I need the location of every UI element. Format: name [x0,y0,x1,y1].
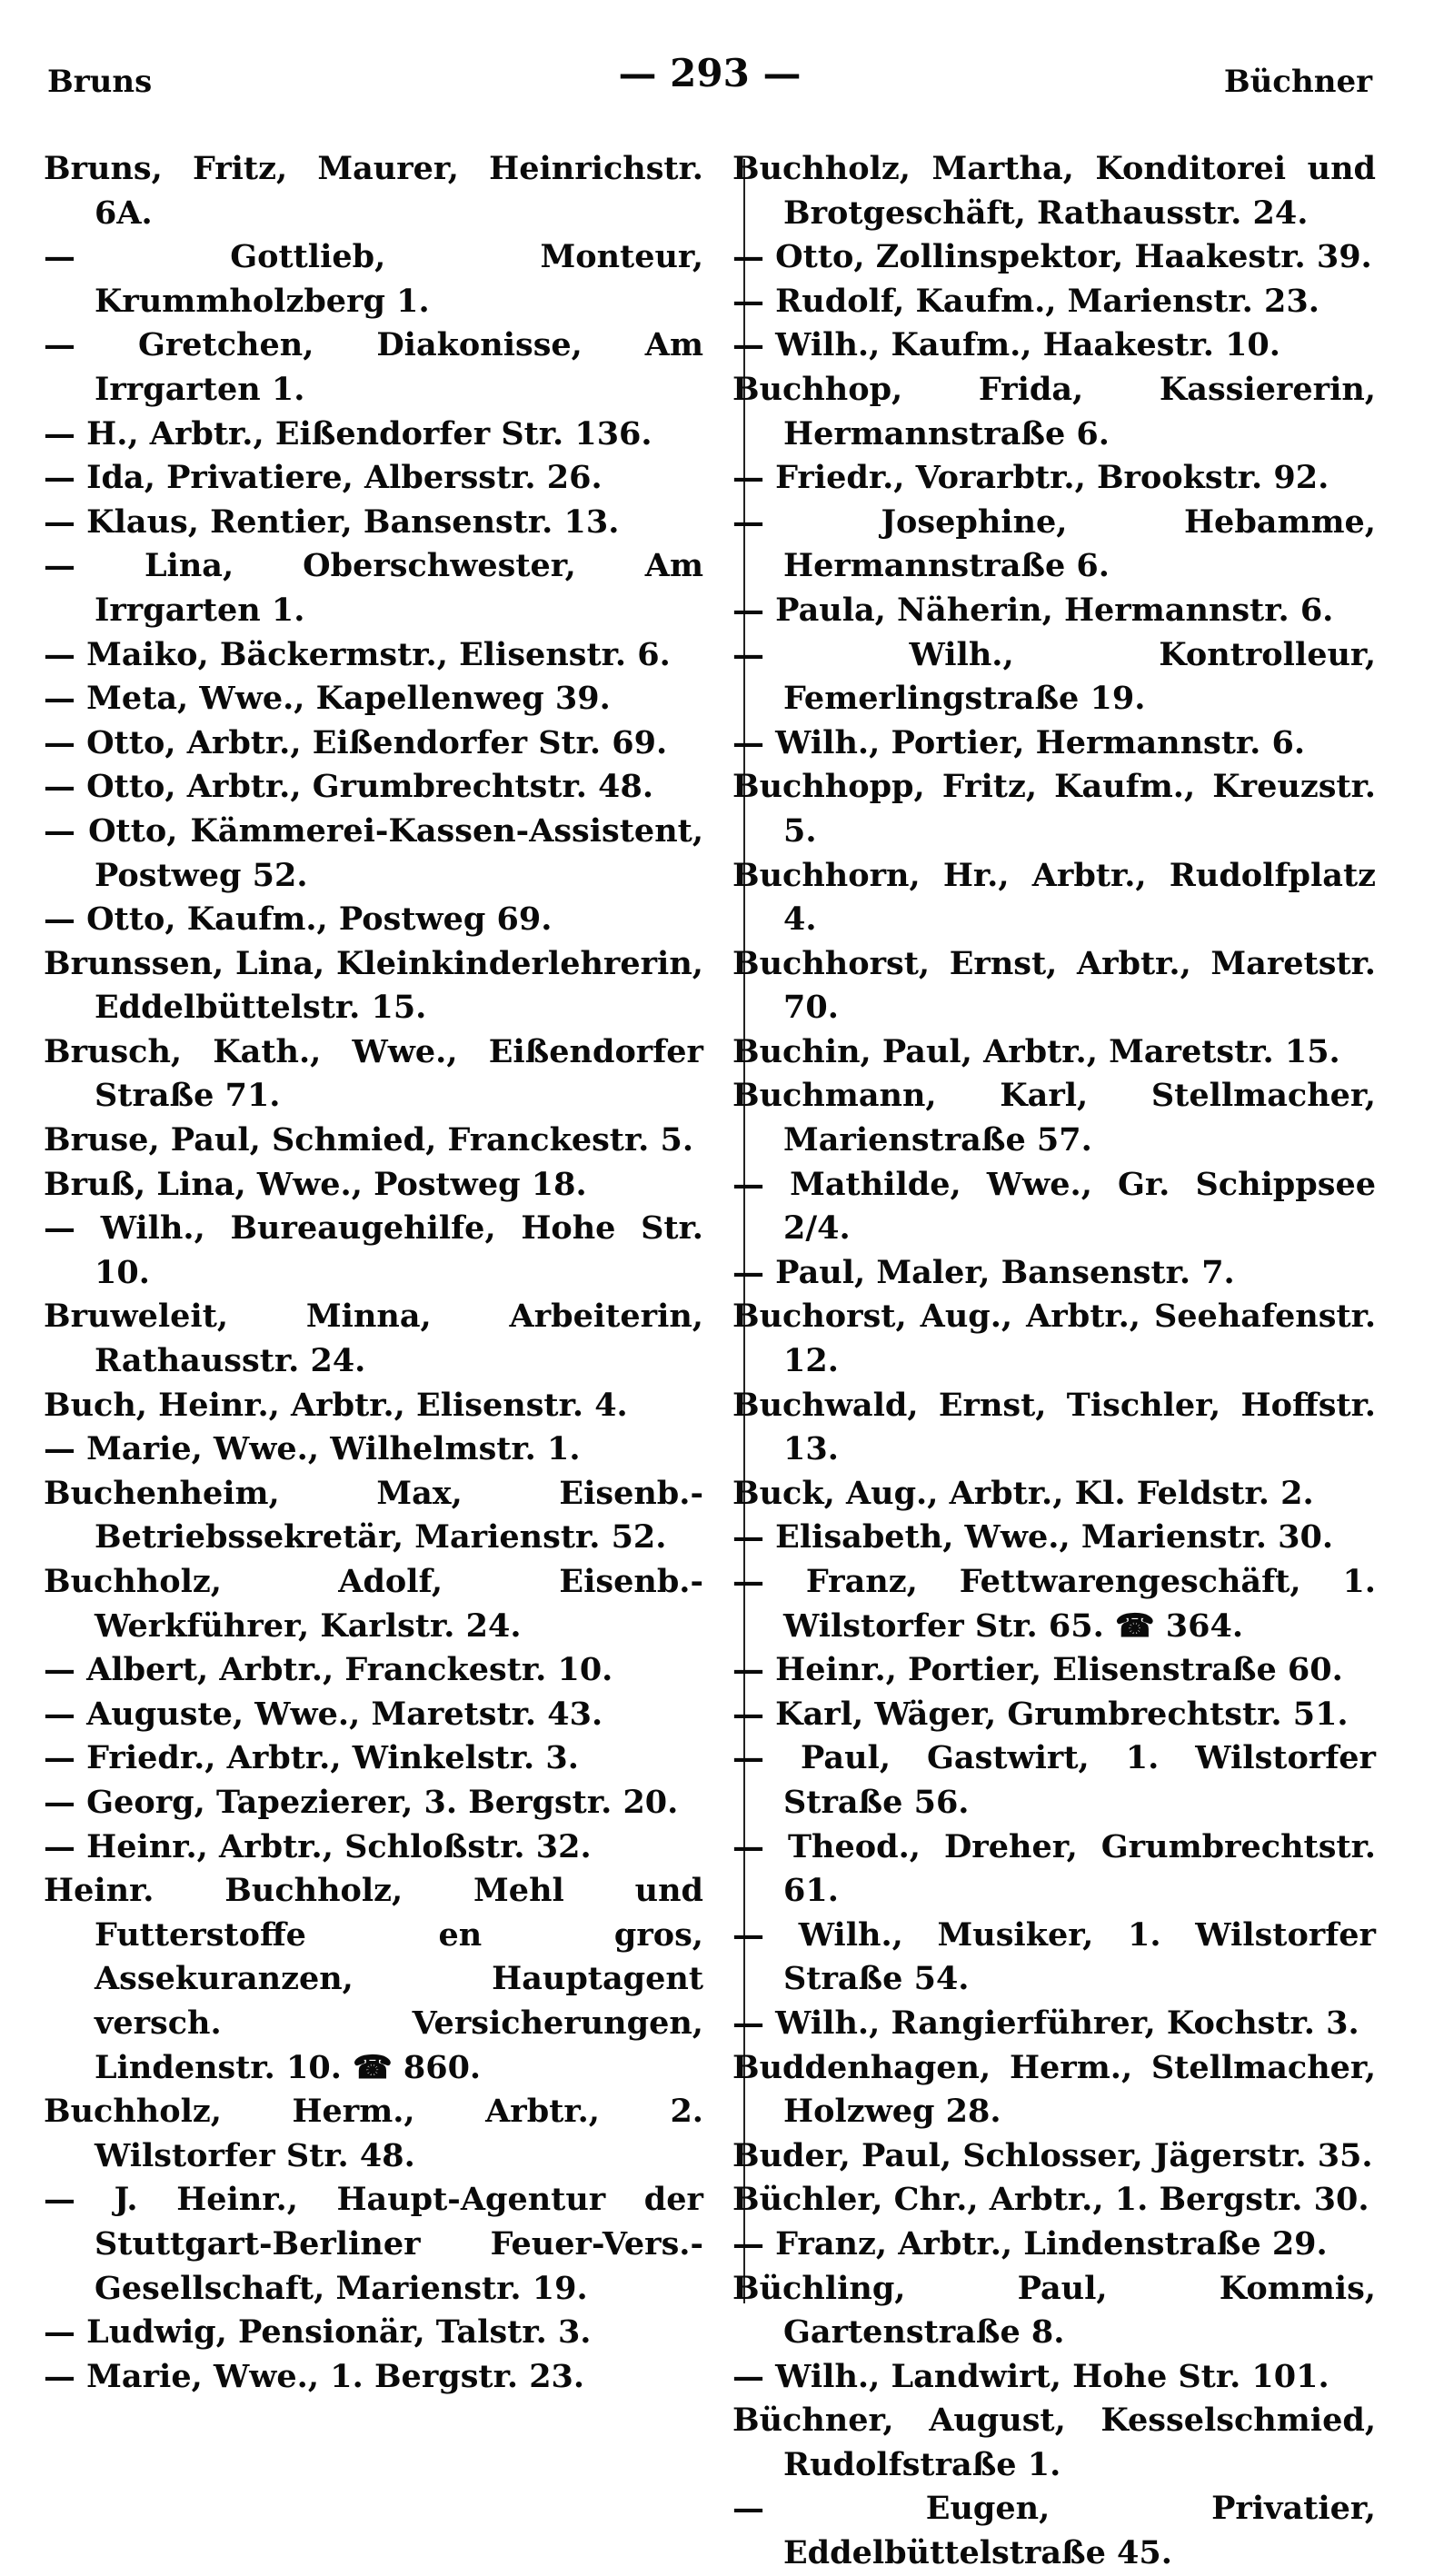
directory-entry: — Heinr., Arbtr., Schloßstr. 32. [44,1827,592,1865]
directory-entry: — Lina, Oberschwester, Am Irrgarten 1. [44,547,703,629]
directory-entry: — Wilh., Portier, Hermannstr. 6. [732,723,1306,761]
directory-entry: — Otto, Kaufm., Postweg 69. [44,900,553,939]
directory-entry: Buchorst, Aug., Arbtr., Seehafenstr. 12. [732,1298,1376,1380]
directory-entry: — Wilh., Bureaugehilfe, Hohe Str. 10. [44,1209,703,1291]
directory-entry: Buck, Aug., Arbtr., Kl. Feldstr. 2. [732,1474,1314,1512]
directory-entry: — Otto, Zollinspektor, Haakestr. 39. [732,238,1372,276]
directory-entry: — Josephine, Hebamme, Hermannstraße 6. [732,502,1376,585]
directory-entry: — Karl, Wäger, Grumbrechtstr. 51. [732,1695,1349,1733]
directory-entry: — Maiko, Bäckermstr., Elisenstr. 6. [44,635,671,673]
directory-entry: — Otto, Kämmerei-Kassen-Assistent, Postweg 52. [44,811,703,894]
header-left-keyword: Bruns [47,64,153,100]
directory-entry: — J. Heinr., Haupt-Agentur der Stuttgart-Berliner Feuer-Vers.-Gesellschaft, Marienstr. 19. [44,2181,703,2307]
directory-entry: — Rudolf, Kaufm., Marienstr. 23. [732,282,1320,320]
directory-entry: Bruß, Lina, Wwe., Postweg 18. [44,1165,587,1203]
directory-entry-advertisement: Heinr. Buchholz, Mehl und Futterstoffe en gros, Assekuranzen, Hauptagent versch. Versicherungen, Lindenstr. 10. ☎ 860. [44,1872,703,2086]
directory-entry: — H., Arbtr., Eißendorfer Str. 136. [44,414,652,453]
directory-entry: Brusch, Kath., Wwe., Eißendorfer Straße 71. [44,1032,703,1115]
directory-entry: Buchmann, Karl, Stellmacher, Marienstraße 57. [732,1077,1376,1159]
directory-entry: Buch, Heinr., Arbtr., Elisenstr. 4. [44,1386,628,1424]
directory-entry: — Friedr., Vorarbtr., Brookstr. 92. [732,459,1330,497]
directory-entry: Buddenhagen, Herm., Stellmacher, Holzweg 28. [732,2048,1376,2131]
directory-entry: — Paul, Gastwirt, 1. Wilstorfer Straße 56. [732,1739,1376,1821]
directory-entry: Buchenheim, Max, Eisenb.-Betriebssekretär, Marienstr. 52. [44,1474,703,1557]
directory-entry: Bruweleit, Minna, Arbeiterin, Rathausstr. 24. [44,1298,703,1380]
directory-entry: — Wilh., Rangierführer, Kochstr. 3. [732,2004,1359,2042]
directory-column-left [44,147,703,2399]
directory-entry: Buder, Paul, Schlosser, Jägerstr. 35. [732,2136,1373,2174]
directory-entry: — Wilh., Musiker, 1. Wilstorfer Straße 54. [732,1915,1376,1998]
directory-entry: Buchwald, Ernst, Tischler, Hoffstr. 13. [732,1386,1376,1468]
directory-entry: — Gretchen, Diakonisse, Am Irrgarten 1. [44,326,703,408]
page-number: — 293 — [618,51,802,95]
directory-entry: Brunssen, Lina, Kleinkinderlehrerin, Eddelbüttelstr. 15. [44,944,703,1027]
directory-entry: — Heinr., Portier, Elisenstraße 60. [732,1651,1343,1689]
header-right-keyword: Büchner [1223,64,1372,100]
directory-entry: — Ida, Privatiere, Albersstr. 26. [44,459,603,497]
directory-entry: Buchhopp, Fritz, Kaufm., Kreuzstr. 5. [732,768,1376,850]
directory-entry: — Franz, Arbtr., Lindenstraße 29. [732,2224,1328,2263]
directory-entry: Bruse, Paul, Schmied, Franckestr. 5. [44,1121,694,1159]
directory-entry: — Wilh., Kontrolleur, Femerlingstraße 19. [732,635,1376,718]
directory-entry: — Paula, Näherin, Hermannstr. 6. [732,591,1334,629]
directory-entry: — Wilh., Kaufm., Haakestr. 10. [732,326,1280,364]
directory-entry: Buchhorst, Ernst, Arbtr., Maretstr. 70. [732,944,1376,1027]
directory-entry: Buchin, Paul, Arbtr., Maretstr. 15. [732,1032,1340,1070]
directory-entry: — Mathilde, Wwe., Gr. Schippsee 2/4. [732,1165,1376,1248]
directory-entry: — Eugen, Privatier, Eddelbüttelstraße 45. [732,2490,1376,2572]
directory-entry: Buchholz, Martha, Konditorei und Brotgeschäft, Rathausstr. 24. [732,150,1376,232]
directory-entry: Bruns, Fritz, Maurer, Heinrichstr. 6A. [44,150,703,232]
directory-entry: — Otto, Arbtr., Eißendorfer Str. 69. [44,723,668,761]
directory-entry: Büchler, Chr., Arbtr., 1. Bergstr. 30. [732,2181,1369,2219]
directory-entry: — Theod., Dreher, Grumbrechtstr. 61. [732,1827,1376,1910]
directory-entry: Buchholz, Herm., Arbtr., 2. Wilstorfer Str. 48. [44,2093,703,2174]
directory-entry: — Marie, Wwe., Wilhelmstr. 1. [44,1430,581,1468]
directory-entry: — Otto, Arbtr., Grumbrechtstr. 48. [44,768,654,806]
directory-entry: — Auguste, Wwe., Maretstr. 43. [44,1695,603,1733]
directory-entry: Büchner, August, Kesselschmied, Rudolfstraße 1. [732,2402,1376,2483]
directory-entry: — Friedr., Arbtr., Winkelstr. 3. [44,1739,579,1777]
directory-entry: — Georg, Tapezierer, 3. Bergstr. 20. [44,1783,679,1821]
directory-entry: — Albert, Arbtr., Franckestr. 10. [44,1651,613,1689]
directory-entry: — Klaus, Rentier, Bansenstr. 13. [44,502,620,541]
directory-entry: — Meta, Wwe., Kapellenweg 39. [44,680,611,718]
directory-column-right [732,147,1376,2576]
directory-entry: — Wilh., Landwirt, Hohe Str. 101. [732,2357,1330,2395]
directory-entry: — Gottlieb, Monteur, Krummholzberg 1. [44,238,703,320]
directory-entry: Buchholz, Adolf, Eisenb.-Werkführer, Karlstr. 24. [44,1563,703,1645]
directory-entry: Büchling, Paul, Kommis, Gartenstraße 8. [732,2269,1376,2352]
page-header [47,44,1372,107]
directory-entry: — Elisabeth, Wwe., Marienstr. 30. [732,1518,1334,1557]
directory-entry: Buchhorn, Hr., Arbtr., Rudolfplatz 4. [732,856,1376,939]
directory-entry: — Ludwig, Pensionär, Talstr. 3. [44,2313,592,2352]
directory-entry: — Marie, Wwe., 1. Bergstr. 23. [44,2357,585,2395]
directory-entry: — Franz, Fettwarengeschäft, 1. Wilstorfer Str. 65. ☎ 364. [732,1563,1376,1645]
directory-entry: — Paul, Maler, Bansenstr. 7. [732,1253,1235,1291]
directory-entry: Buchhop, Frida, Kassiererin, Hermannstraße 6. [732,370,1376,453]
